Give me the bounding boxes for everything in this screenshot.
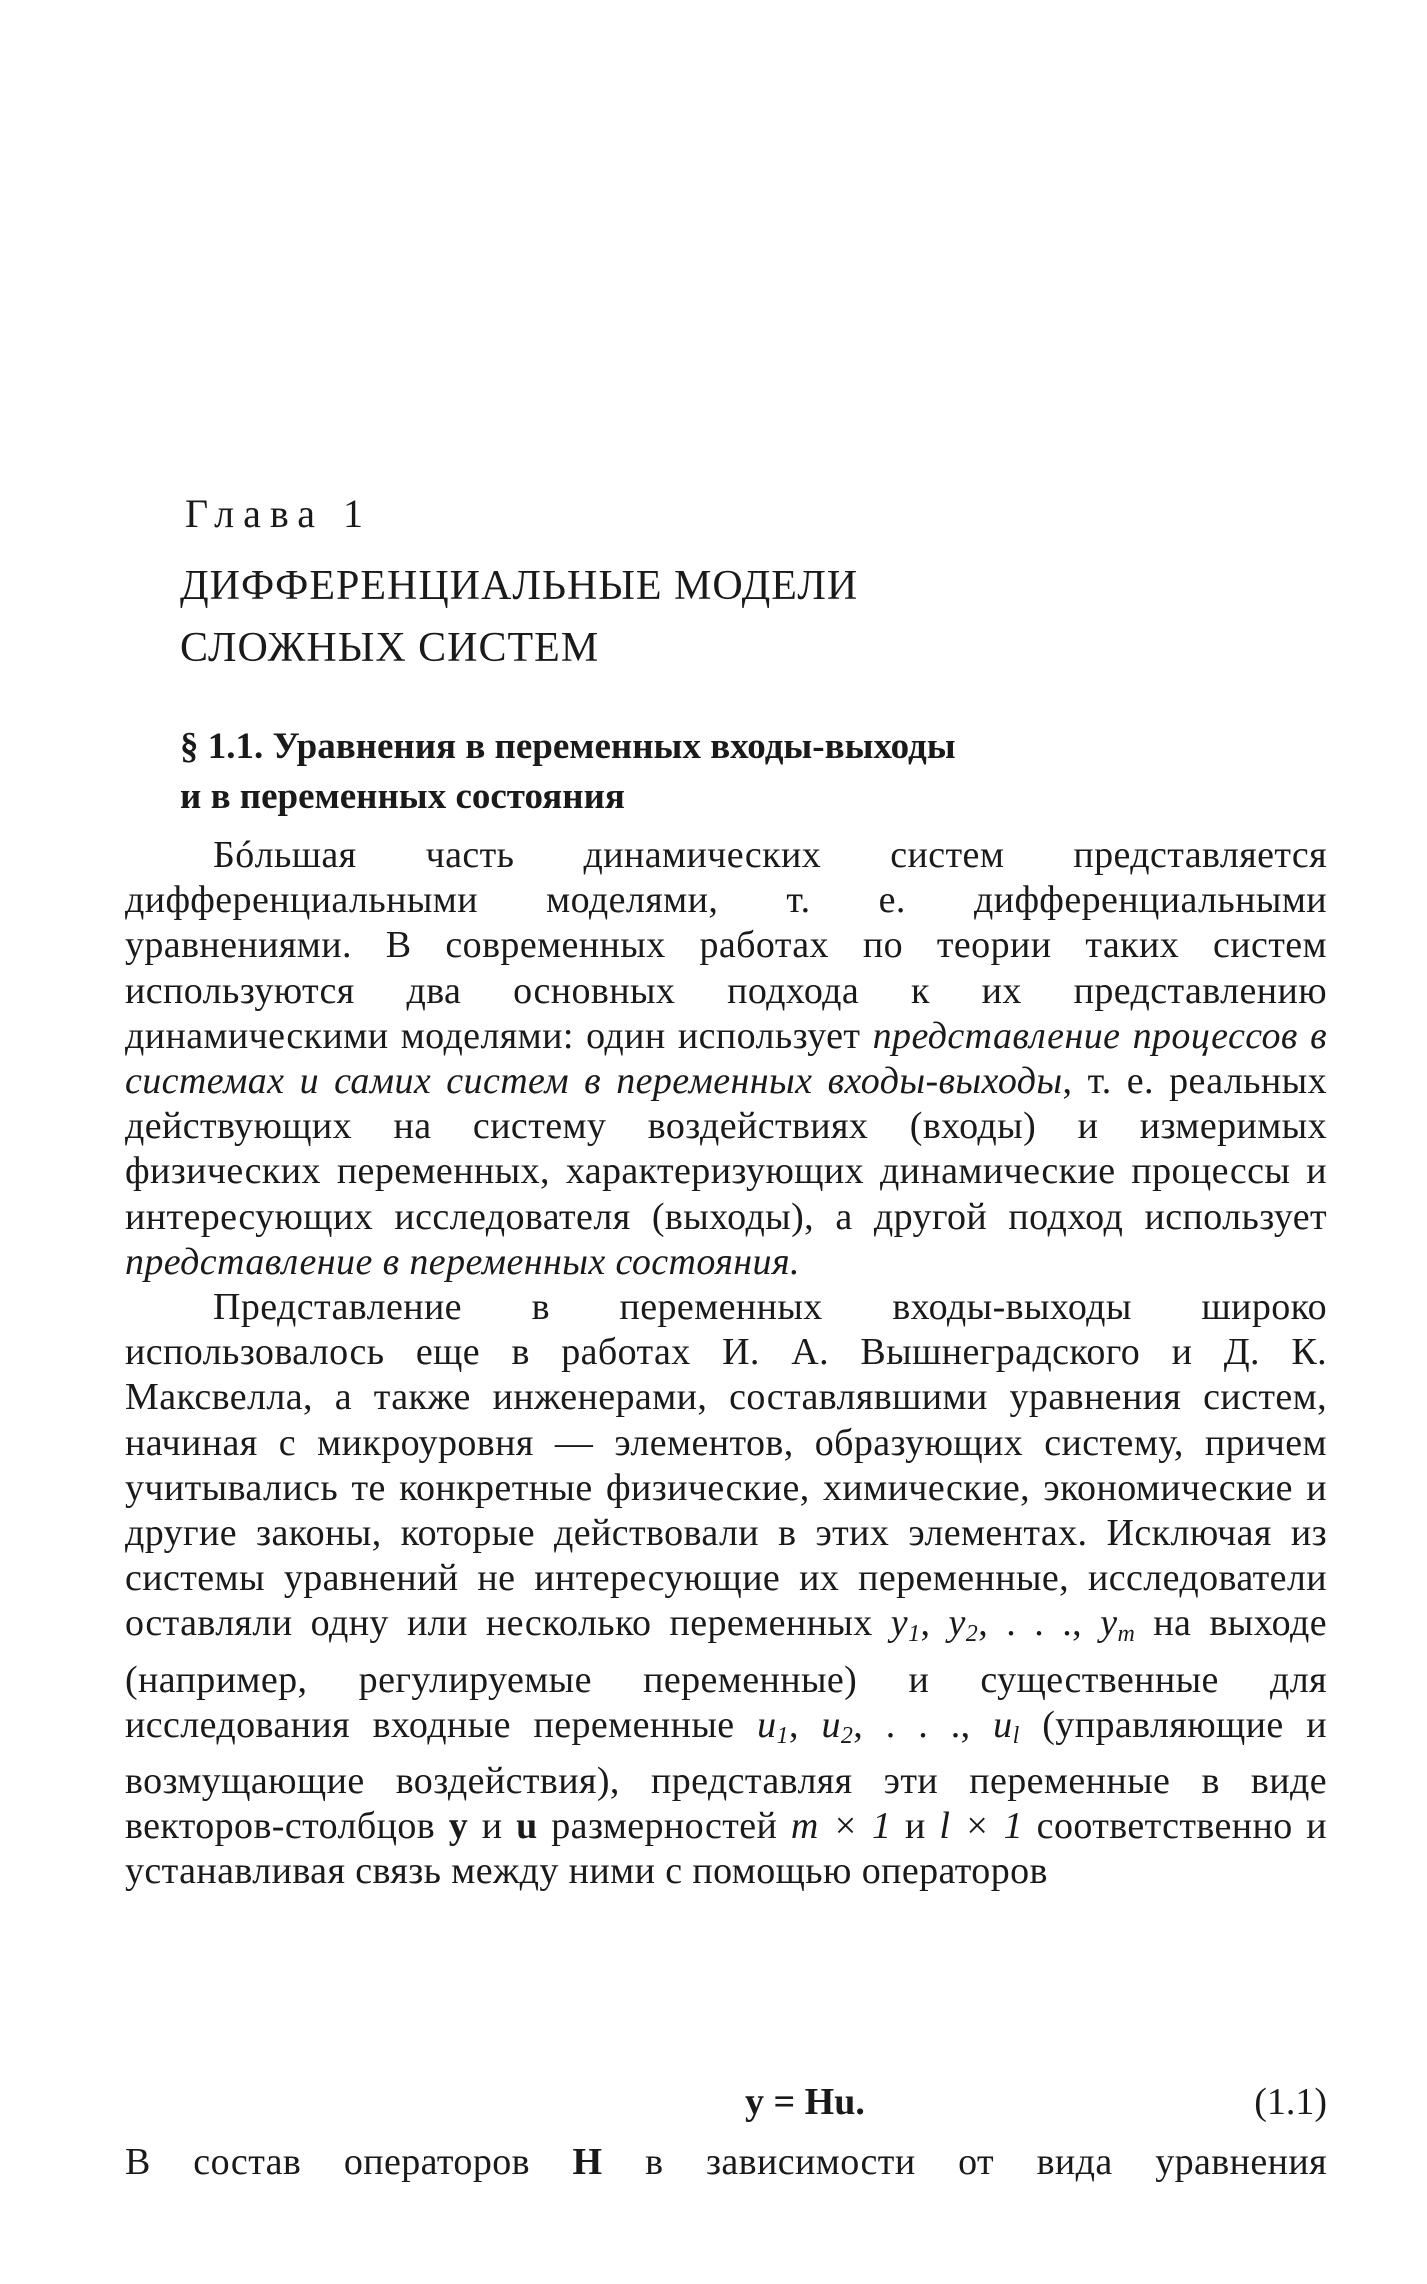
continuation-line xyxy=(125,2140,1327,2185)
section-heading xyxy=(180,722,1360,822)
var-u2: u xyxy=(821,1703,841,1746)
ellipsis: , . . ., xyxy=(853,1703,994,1746)
chapter-label: Глава 1 xyxy=(185,491,372,536)
var-y2-subscript: 2 xyxy=(965,1621,979,1648)
chapter-title-line-1: ДИФФЕРЕНЦИАЛЬНЫЕ МОДЕЛИ xyxy=(180,563,859,609)
separator: , xyxy=(788,1703,822,1746)
section-heading-line-1: § 1.1. Уравнения в переменных входы-выходы xyxy=(180,726,956,767)
paragraph-1-emphasis-b: представление в переменных состояния. xyxy=(125,1240,800,1283)
body-text xyxy=(125,833,1327,1895)
var-ym: y xyxy=(1100,1602,1118,1645)
var-y2: y xyxy=(948,1602,966,1645)
var-u1-subscript: 1 xyxy=(776,1722,789,1749)
var-u1: u xyxy=(757,1703,777,1746)
equation-row xyxy=(125,2080,1327,2130)
paragraph-2-text-c: (управляющие и возмущающие воздействия), представляя эти переменные в виде векторов-столбцов xyxy=(125,1703,1327,1848)
conjunction: и xyxy=(468,1805,517,1848)
var-ym-subscript: m xyxy=(1117,1621,1136,1648)
paragraph-2-text-e: соответственно и устанавливая связь между ними с помощью операторов xyxy=(125,1805,1327,1893)
ellipsis: , . . ., xyxy=(978,1602,1101,1645)
conjunction: и xyxy=(891,1805,940,1848)
paragraph-1 xyxy=(125,833,1327,1285)
operator-h: H xyxy=(572,2141,603,2183)
vector-u: u xyxy=(516,1805,538,1848)
vector-y: y xyxy=(448,1805,469,1848)
continuation-text-a: В состав операторов xyxy=(125,2141,573,2183)
section-heading-line-2: и в переменных состояния xyxy=(180,776,625,817)
var-u2-subscript: 2 xyxy=(840,1722,854,1749)
paragraph-2-text-b: на выходе (например, регулируемые переменные) и существенные для исследования входные переменные xyxy=(125,1602,1327,1746)
paragraph-2 xyxy=(125,1285,1327,1895)
var-y1: y xyxy=(890,1602,909,1645)
paragraph-2-text-a: Представление в переменных входы-выходы широко использовалось еще в работах И. А. Вышнеградского и Д. К. Максвелла, а также инженерами, составлявшими уравнения систем, начиная с микроуровня — элементов, образующих систему, причем учитывались те конкретные физические, химические, экономические и другие законы, которые действовали в этих элементах. Исключая из системы уравнений не интересующие их переменные, исследователи оставляли одну или несколько переменных xyxy=(125,1286,1327,1645)
chapter-title-line-2: СЛОЖНЫХ СИСТЕМ xyxy=(180,625,600,671)
paragraph-1-text-b: , т. е. реальных действующих на систему воздействиях (входы) и измеримых физических переменных, характеризующих динамические процессы и интересующих исследователя (выходы), а другой подход использует xyxy=(125,1060,1327,1238)
paragraph-1-emphasis-a: представление процессов в системах и самих систем в переменных входы-выходы xyxy=(125,1014,1327,1103)
paragraph-2-text-d: размерностей xyxy=(537,1805,791,1848)
dimension-m: m × 1 xyxy=(790,1805,892,1848)
equation-number: (1.1) xyxy=(1254,2081,1327,2123)
var-y1-subscript: 1 xyxy=(908,1621,921,1648)
paragraph-1-text-a: Бóльшая часть динамических систем представляется дифференциальными моделями, т. е. дифференциальными уравнениями. В современных работах по теории таких систем используются два основных подхода к их представлению динамическими моделями: один использует xyxy=(125,834,1327,1057)
var-ul: u xyxy=(993,1703,1013,1746)
chapter-title xyxy=(180,555,1280,679)
dimension-l: l × 1 xyxy=(939,1805,1024,1848)
equation: y = Hu. xyxy=(745,2081,865,2123)
var-ul-subscript: l xyxy=(1012,1722,1020,1749)
separator: , xyxy=(920,1602,949,1645)
continuation-text-b: в зависимости от вида уравнения xyxy=(602,2141,1327,2183)
